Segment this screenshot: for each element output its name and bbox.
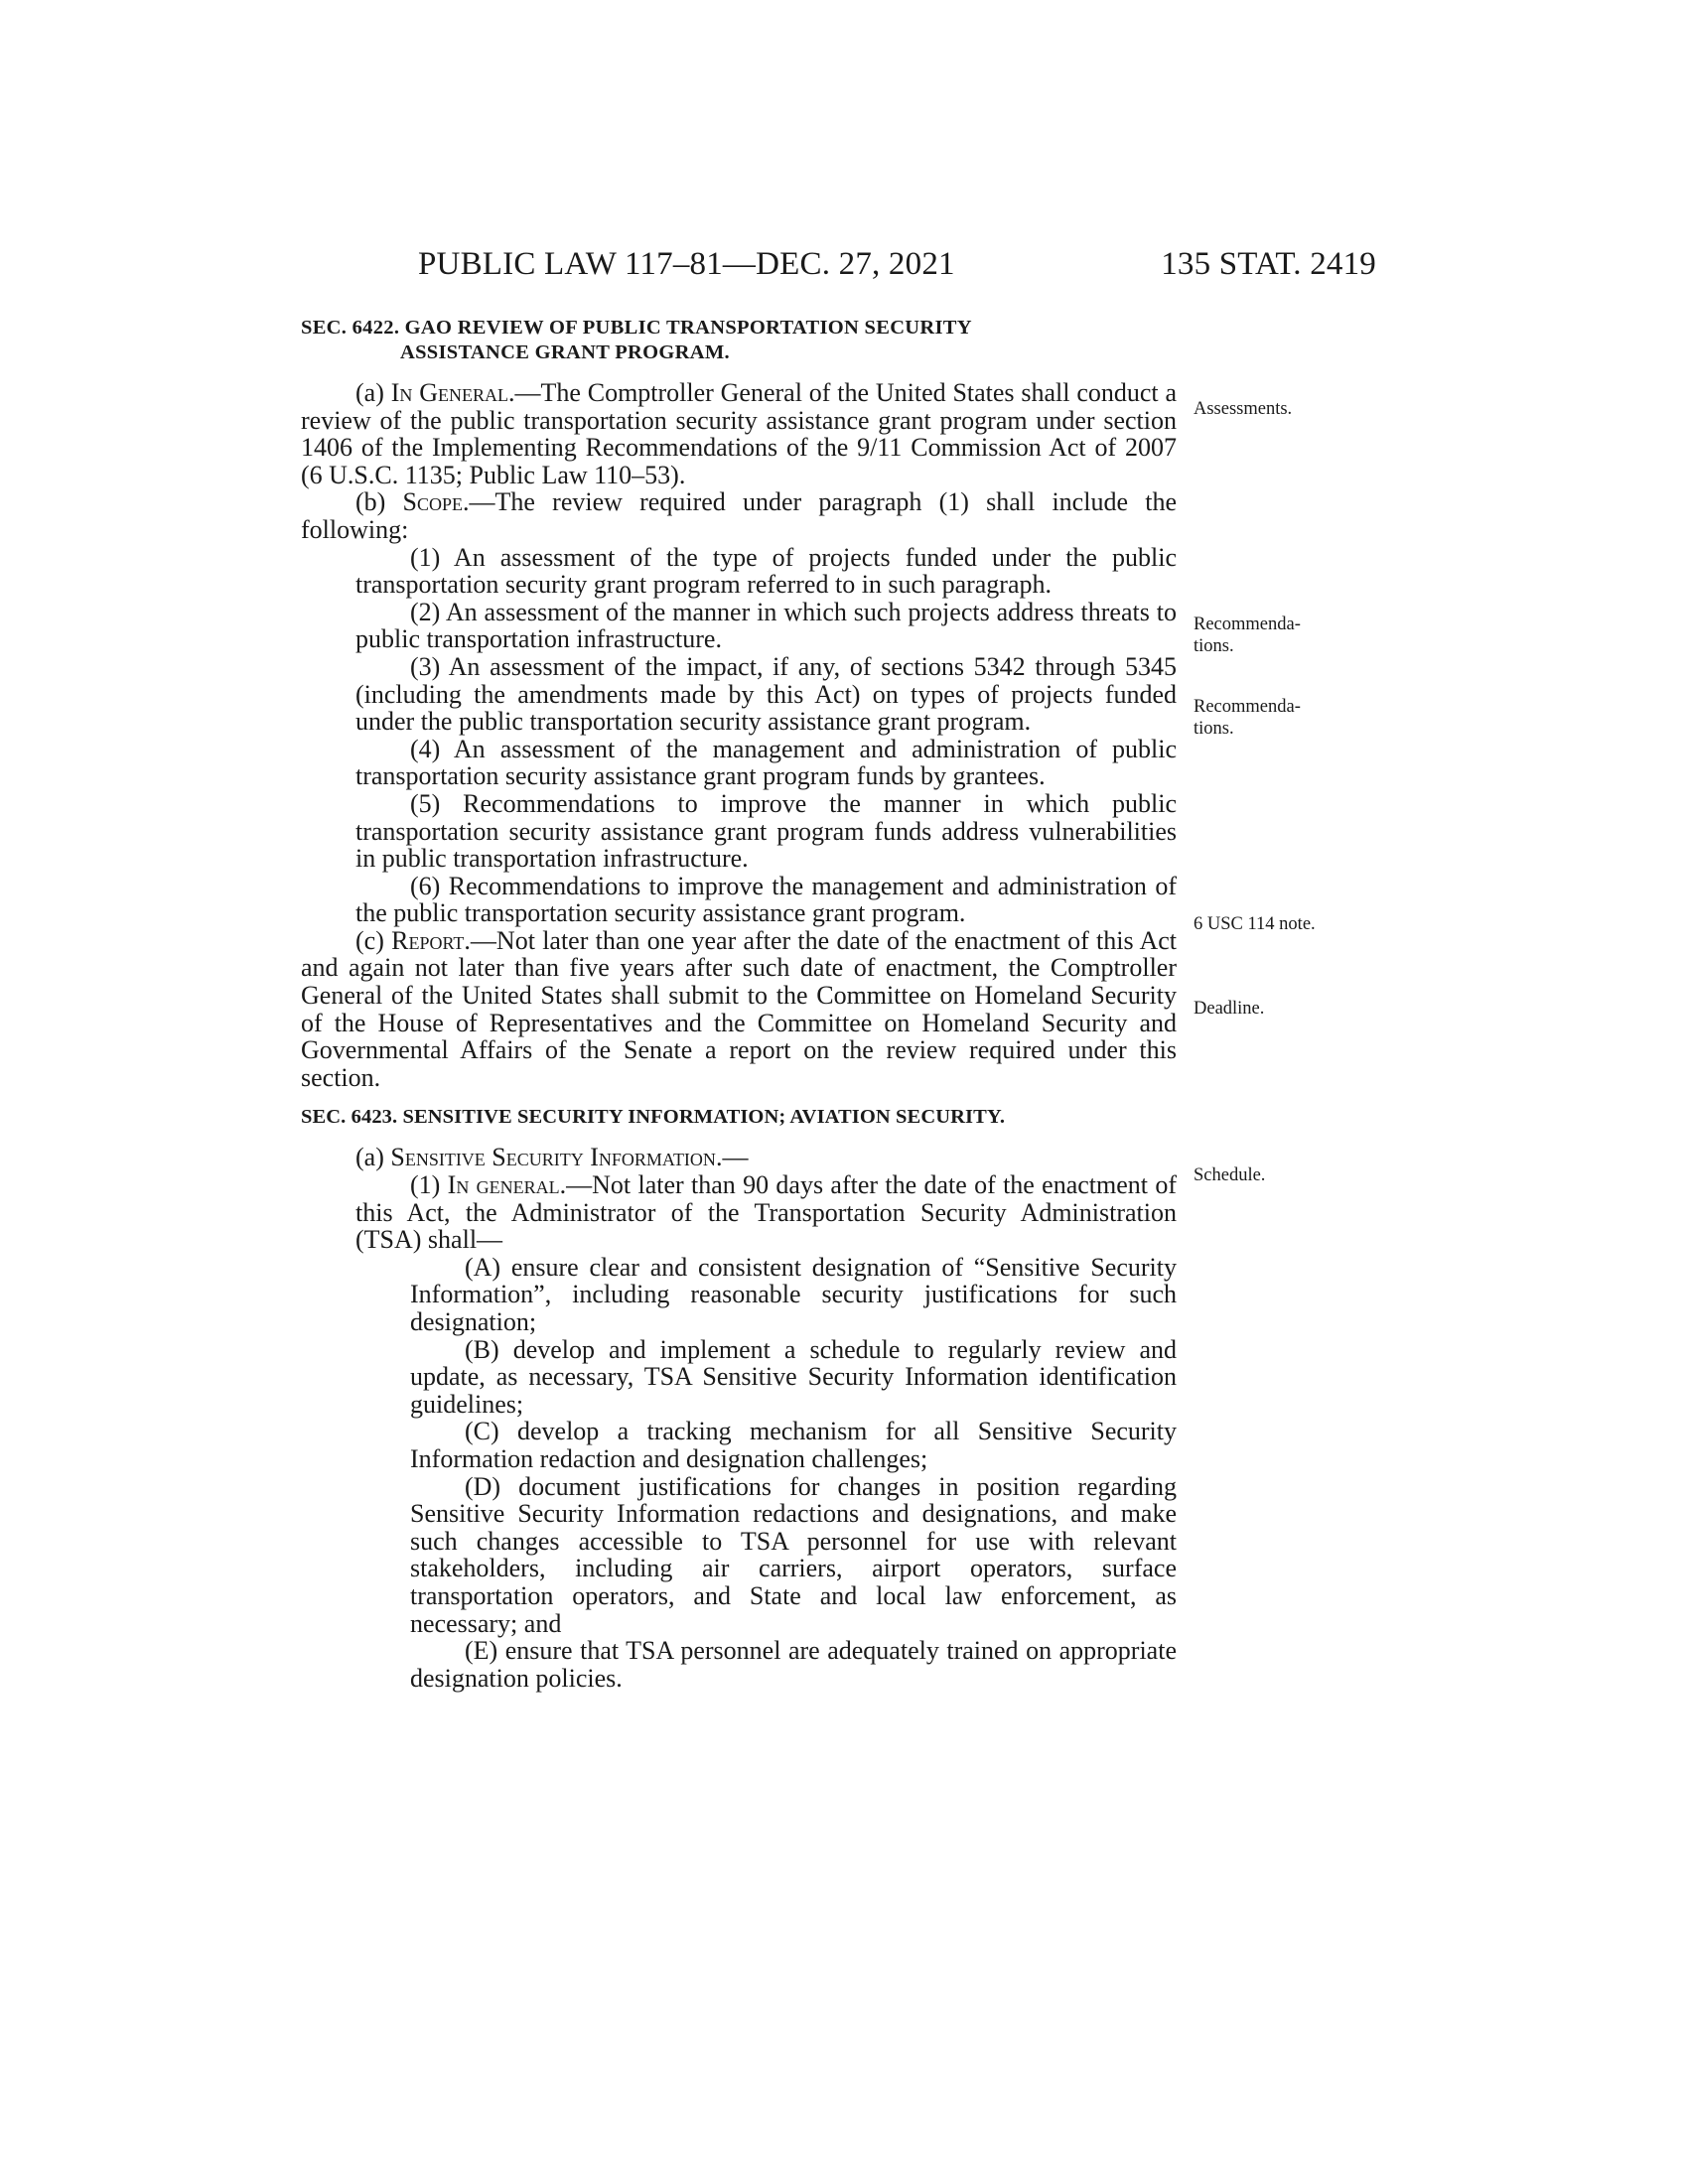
subparagraph-d: (D) document justifications for changes in position regarding Sensitive Security Information redactions and designations, and make such changes accessible to TSA personnel for use with relevant stakeholders, including air carriers, airport operators, surface transportation operators, and State and local law enforcement, as necessary; and	[410, 1471, 1177, 1638]
subsection-caption: Sensitive Security Information	[390, 1143, 716, 1172]
margin-note-recommendations-5	[1194, 614, 1372, 657]
public-law-citation: PUBLIC LAW 117–81—DEC. 27, 2021	[418, 246, 955, 282]
margin-note-usc-citation: 6 USC 114 note.	[1194, 914, 1316, 934]
paragraph-1-in-general	[301, 1171, 1177, 1254]
margin-note-line: Recommenda-	[1194, 697, 1301, 717]
paragraph-4: (4) An assessment of the management and administration of public transportation security assistance grant program funds by grantees.	[355, 734, 1177, 791]
margin-note-schedule: Schedule.	[1194, 1165, 1266, 1185]
subsection-dash: .—	[715, 1143, 749, 1172]
paragraph-label: (1)	[410, 1170, 448, 1200]
margin-note-recommendations-6	[1194, 696, 1372, 740]
subsection-text: .—The Comptroller General of the United States shall conduct a review of the public transportation security assistance grant program under section 1406 of the Implementing Recommendations of the 9/11 Commission Act of 2007 (6 U.S.C. 1135; Public Law 110–53).	[301, 378, 1177, 489]
paragraph-text: .—Not later than 90 days after the date of the enactment of this Act, the Administrator of the Transportation Security Administration (TSA) shall—	[355, 1170, 1177, 1255]
paragraph-2: (2) An assessment of the manner in which such projects address threats to public transportation infrastructure.	[355, 597, 1177, 654]
subsection-label: (c)	[355, 925, 392, 955]
subsection-label: (b)	[355, 487, 403, 517]
subsection-a-ssi	[301, 1144, 1177, 1171]
running-header	[301, 246, 1376, 290]
subsection-label: (a)	[355, 1143, 391, 1172]
paragraph-6: (6) Recommendations to improve the management and administration of the public transportation security assistance grant program.	[355, 871, 1177, 928]
paragraph-3: (3) An assessment of the impact, if any, of sections 5342 through 5345 (including the amendments made by this Act) on types of projects funded under the public transportation security assistance grant program.	[355, 651, 1177, 737]
subsection-a-general	[301, 379, 1177, 488]
statute-page-number: 135 STAT. 2419	[1161, 246, 1376, 282]
margin-note-line: Recommenda-	[1194, 614, 1301, 634]
subsection-b-scope	[301, 488, 1177, 543]
section-6423-heading: SEC. 6423. SENSITIVE SECURITY INFORMATION; AVIATION SECURITY.	[301, 1106, 1006, 1129]
subsection-caption: In General	[390, 378, 508, 407]
subsection-text: .—Not later than one year after the date of the enactment of this Act and again not later than five years after such date of enactment, the Comptroller General of the United States shall submit to the Committee on Homeland Security of the House of Representatives and the Committee on Homeland Security and Governmental Affairs of the Senate a report on the review required under this section.	[301, 925, 1178, 1092]
section-6422-heading-line1: SEC. 6422. GAO REVIEW OF PUBLIC TRANSPORTATION SECURITY	[301, 317, 972, 339]
paragraph-caption: In general	[447, 1170, 560, 1200]
subsection-c-report	[301, 927, 1177, 1092]
paragraph-5: (5) Recommendations to improve the manner in which public transportation security assistance grant program funds address vulnerabilities in public transportation infrastructure.	[355, 788, 1177, 874]
subsection-text: .—The review required under paragraph (1) shall include the following:	[301, 487, 1177, 544]
subsection-caption: Report	[391, 925, 465, 955]
subsection-caption: Scope	[402, 487, 464, 517]
margin-note-assessments: Assessments.	[1194, 399, 1293, 419]
subsection-label: (a)	[355, 378, 391, 407]
subparagraph-c: (C) develop a tracking mechanism for all Sensitive Security Information redaction and designation challenges;	[410, 1417, 1177, 1473]
subparagraph-a: (A) ensure clear and consistent designation of “Sensitive Security Information”, including reasonable security justifications for such designation;	[410, 1252, 1177, 1336]
margin-note-deadline: Deadline.	[1194, 999, 1265, 1019]
subparagraph-e: (E) ensure that TSA personnel are adequately trained on appropriate designation policies.	[410, 1636, 1177, 1693]
section-6422-heading	[301, 316, 1177, 365]
main-text-column	[301, 316, 1177, 1692]
subparagraph-b: (B) develop and implement a schedule to regularly review and update, as necessary, TSA Sensitive Security Information identification guidelines;	[410, 1334, 1177, 1419]
paragraph-1: (1) An assessment of the type of projects funded under the public transportation security grant program referred to in such paragraph.	[355, 542, 1177, 600]
margin-note-line: tions.	[1194, 719, 1234, 739]
section-6422-heading-line2: ASSISTANCE GRANT PROGRAM.	[400, 341, 730, 363]
margin-note-line: tions.	[1194, 636, 1234, 656]
